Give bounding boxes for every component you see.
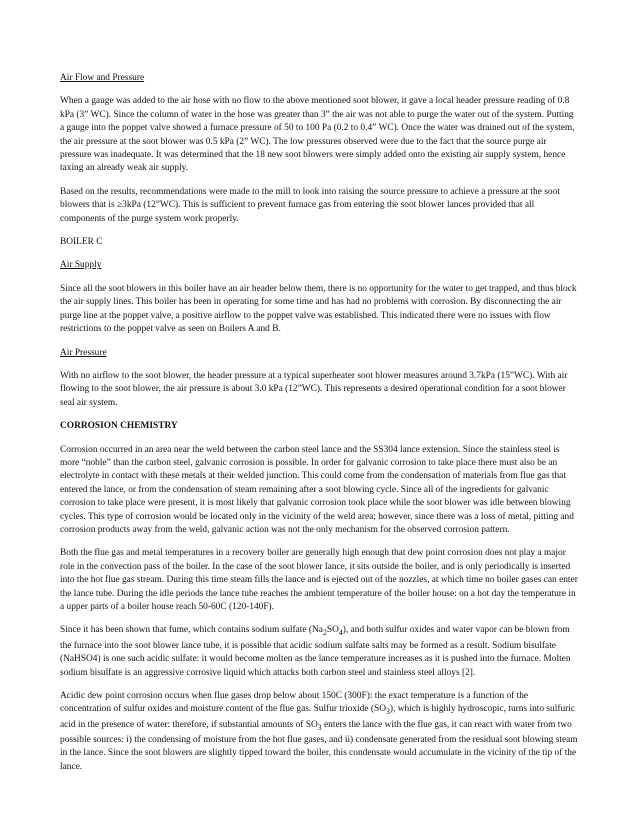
paragraph-air-flow-2: Based on the results, recommendations were made to the mill to look into raising the source pressure to achieve a pressure at the soot blowers that is ≥3kPa (12”WC). This is sufficient to prevent furnace gas from entering the soot blower lances provided that all components of the purge system work properly.	[60, 186, 560, 224]
paragraph-corrosion-3	[60, 624, 580, 680]
heading-air-supply: Air Supply	[60, 260, 102, 271]
corrosion-3-text-b: SO	[326, 625, 339, 636]
corrosion-3-text-c: ), and both sulfur oxides and water vapor can be blown from the furnace into the soot blower lance tube, it is possible that acidic sodium sulfate salts may be formed as a result. Sodium bisulfate (NaHSO4) is one such acidic sulfate: it would become molten as the lance temperature increases as it is pushed into the furnace. Molten sodium bisulfate is an aggressive corrosive liquid which attacks both carbon steel and stainless steel alloys [2].	[60, 625, 571, 678]
document-page	[60, 72, 580, 784]
heading-air-pressure: Air Pressure	[60, 347, 107, 358]
paragraph-air-supply: Since all the soot blowers in this boiler have an air header below them, there is no opportunity for the water to get trapped, and thus block the air supply lines. This boiler has been in operating for some time and has had no problems with corrosion. By disconnecting the air purge line at the poppet valve, a positive airflow to the poppet valve was established. This indicated there were no issues with flow restrictions to the poppet valve as seen on Boilers A and B.	[60, 283, 577, 335]
heading-corrosion-chemistry: CORROSION CHEMISTRY	[60, 421, 178, 432]
subscript-4: 4	[338, 628, 343, 638]
heading-boiler-c: BOILER C	[60, 237, 103, 248]
corrosion-4-text-c: enters the lance with the flue gas, it can react with water from two possible sources: i) the condensing of moisture from the hot flue gases, and ii) condensate generated from the residual soot blowing steam in the lance. Since the soot blowers are slightly tipped toward the boiler, this condensate would accumulate in the vicinity of the tip of the lance.	[60, 719, 578, 772]
subscript-3a: 3	[385, 707, 390, 717]
subscript-3b: 3	[317, 722, 322, 732]
paragraph-corrosion-4	[60, 690, 580, 774]
corrosion-3-text-a: Since it has been shown that fume, which contains sodium sulfate (Na	[60, 625, 323, 636]
paragraph-corrosion-2: Both the flue gas and metal temperatures in a recovery boiler are generally high enough that dew point corrosion does not play a major role in the convection pass of the boiler. In the case of the soot blower lance, it sits outside the boiler, and is only periodically is inserted into the hot flue gas stream. During this time steam fills the lance and is ejected out of the nozzles, at which time no boiler gases can enter the lance tube. During the idle periods the lance tube reaches the ambient temperature of the boiler house: on a hot day the temperature in a upper parts of a boiler house reach 50-60C (120-140F).	[60, 548, 578, 612]
heading-air-flow-pressure: Air Flow and Pressure	[60, 73, 145, 83]
corrosion-4-text-a: Acidic dew point corrosion occurs when flue gases drop below about 150C (300F): the exact temperature is a function of the concentration of sulfur oxides and moisture content of the flue gas. Sulfur trioxide (SO	[60, 690, 529, 715]
paragraph-air-pressure: With no airflow to the soot blower, the header pressure at a typical superheater soot blower measures around 3.7kPa (15”WC). With air flowing to the soot blower, the air pressure is about 3.0 kPa (12”WC). This represents a desired operational condition for a soot blower seal air system.	[60, 370, 568, 408]
subscript-2: 2	[322, 628, 327, 638]
paragraph-air-flow-1: When a gauge was added to the air hose with no flow to the above mentioned soot blower, it gave a local header pressure reading of 0.8 kPa (3” WC). Since the column of water in the hose was greater than 3” the air was not able to purge the water out of the system. Putting a gauge into the poppet valve showed a furnace pressure of 50 to 100 Pa (0.2 to 0.4” WC). Once the water was drained out of the system, the air pressure at the soot blower was 0.5 kPa (2” WC). The low pressures observed were due to the fact that the source purge air pressure was inadequate. It was determined that the 18 new soot blowers were simply added onto the existing air supply system, hence taxing an already weak air supply.	[60, 96, 575, 174]
paragraph-corrosion-1: Corrosion occurred in an area near the weld between the carbon steel lance and the SS304 lance extension. Since the stainless steel is more “noble” than the carbon steel, galvanic corrosion is possible. In order for galvanic corrosion to take place there must also be an electrolyte in contact with these metals at their welded junction. This could come from the condensation of materials from flue gas that entered the lance, or from the condensation of steam remaining after a soot blowing cycle. Since all of the ingredients for galvanic corrosion to take place were present, it is most likely that galvanic corrosion took place while the soot blower was idle between blowing cycles. This type of corrosion would be located only in the vicinity of the weld area; however, since there was a loss of metal, pitting and corrosion products away from the weld, galvanic action was not the only mechanism for the observed corrosion pattern.	[60, 444, 574, 535]
corrosion-4-text-b: ), which is highly hydroscopic, turns into sulfuric acid in the presence of water: therefore, if substantial amounts of SO	[60, 704, 576, 730]
